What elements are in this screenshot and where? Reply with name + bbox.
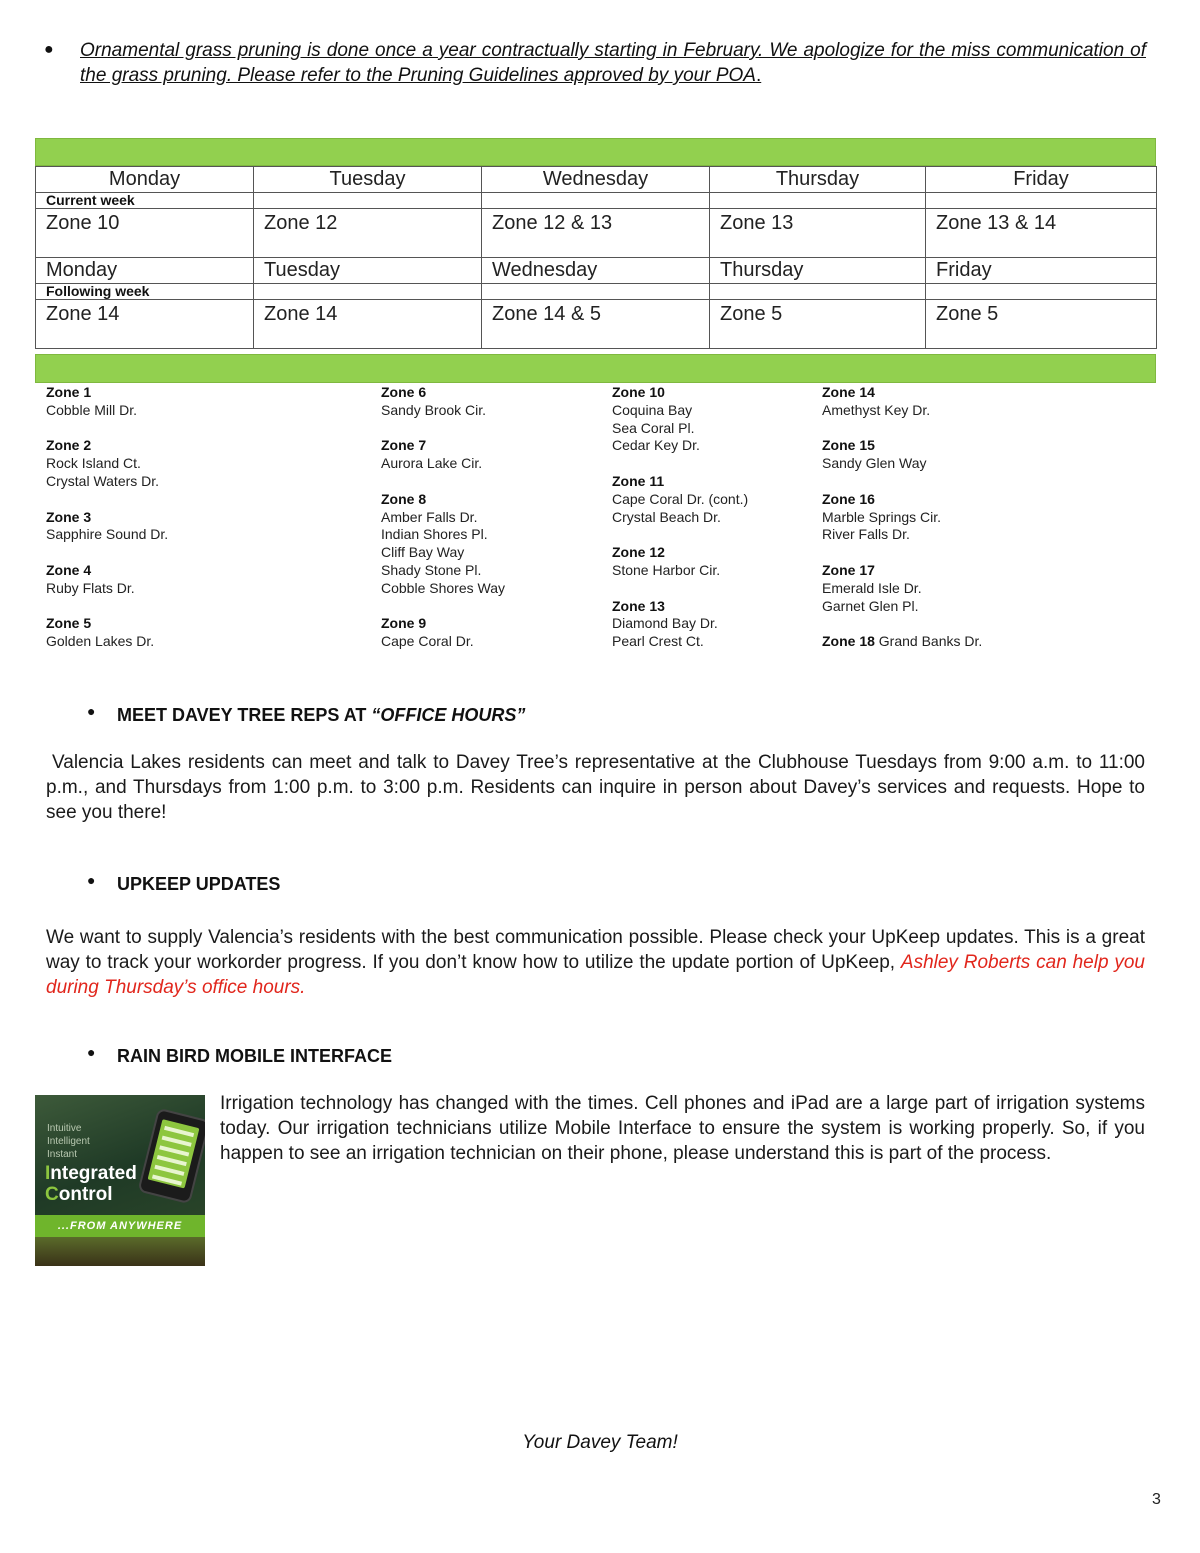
image-tagline-word: Instant — [47, 1149, 78, 1160]
zone-cell: Zone 14 & 5 — [482, 300, 710, 349]
rain-bird-integrated-control-image — [35, 1095, 205, 1266]
zone-street: Crystal Beach Dr. — [612, 508, 721, 525]
bullet-icon: ● — [87, 703, 96, 719]
pruning-notice-text: Ornamental grass pruning is done once a year contractually starting in February. We apologize for the miss communication of the grass pruning. Please refer to the Pruning Guidelines approved by your POA — [80, 40, 1146, 86]
zone-street: Pearl Crest Ct. — [612, 633, 704, 650]
zone-street: Cobble Shores Way — [381, 579, 505, 596]
upkeep-heading-text: UPKEEP UPDATES — [117, 874, 281, 894]
zone-street: River Falls Dr. — [822, 526, 910, 543]
empty-cell — [710, 284, 926, 300]
zone-street: Cedar Key Dr. — [612, 437, 700, 454]
zone-title: Zone 13 — [612, 597, 665, 614]
pruning-schedule-table — [35, 138, 1156, 383]
zone-street: Cliff Bay Way — [381, 544, 465, 561]
zone-cell: Zone 12 — [254, 209, 482, 258]
zone-street: Cape Coral Dr. (cont.) — [612, 490, 749, 507]
zone-cell: Zone 5 — [926, 300, 1157, 349]
upkeep-body — [46, 925, 1145, 1000]
zone-street: Garnet Glen Pl. — [822, 597, 919, 614]
day-cell: Thursday — [710, 167, 926, 193]
zone-cell: Zone 13 & 14 — [926, 209, 1157, 258]
rain-bird-heading-text: RAIN BIRD MOBILE INTERFACE — [117, 1046, 393, 1066]
zone-cell: Zone 5 — [710, 300, 926, 349]
day-cell: Monday — [36, 167, 254, 193]
zone-street: Amethyst Key Dr. — [822, 401, 931, 418]
zone-list-column-2 — [381, 384, 601, 651]
empty-cell — [254, 284, 482, 300]
empty-cell — [926, 193, 1157, 209]
pruning-notice — [40, 38, 1146, 88]
zone-title: Zone 6 — [381, 384, 427, 400]
zone-street: Cape Coral Dr. — [381, 633, 474, 650]
zone-list-column-4 — [822, 384, 1142, 651]
table-header-band — [35, 138, 1156, 166]
following-week-zones-row — [36, 300, 1157, 349]
zone-street: Ruby Flats Dr. — [46, 579, 135, 596]
zone-cell: Zone 14 — [36, 300, 254, 349]
empty-cell — [710, 193, 926, 209]
zone-title: Zone 7 — [381, 437, 427, 454]
zone-cell: Zone 10 — [36, 209, 254, 258]
image-banner — [35, 1215, 205, 1237]
empty-cell — [482, 193, 710, 209]
zone-street: Stone Harbor Cir. — [612, 561, 721, 578]
page-number: 3 — [1152, 1491, 1161, 1508]
zone-street: Sapphire Sound Dr. — [46, 526, 169, 543]
zone-title: Zone 14 — [822, 384, 875, 400]
zone-title: Zone 5 — [46, 615, 92, 632]
office-hours-heading — [87, 703, 526, 726]
zone-street: Sandy Brook Cir. — [381, 401, 487, 418]
zone-cell: Zone 12 & 13 — [482, 209, 710, 258]
day-cell: Friday — [926, 167, 1157, 193]
empty-cell — [254, 193, 482, 209]
image-grass-strip — [35, 1237, 205, 1266]
image-tagline-word: Intelligent — [47, 1136, 90, 1147]
zone-cell: Zone 14 — [254, 300, 482, 349]
zone-title: Zone 1 — [46, 384, 92, 400]
upkeep-highlight: Ashley Roberts can help you during Thursday’s office hours. — [46, 952, 1145, 998]
table-footer-band — [35, 354, 1156, 383]
zone-title: Zone 11 — [612, 472, 665, 489]
zone-cell: Zone 13 — [710, 209, 926, 258]
zone-street: Emerald Isle Dr. — [822, 579, 922, 596]
day-cell: Wednesday — [482, 258, 710, 284]
zone-street: Sea Coral Pl. — [612, 419, 695, 436]
empty-cell — [482, 284, 710, 300]
zone-title: Zone 4 — [46, 561, 92, 578]
office-hours-heading-emphasis: “OFFICE HOURS” — [371, 705, 526, 725]
zone-title: Zone 8 — [381, 490, 427, 507]
image-title-line-2: Control — [45, 1184, 113, 1205]
current-week-days-row — [36, 167, 1157, 193]
zone-street: Amber Falls Dr. — [381, 508, 478, 525]
zone-street: Aurora Lake Cir. — [381, 455, 483, 472]
bullet-icon: ● — [44, 41, 54, 58]
zone-title: Zone 3 — [46, 508, 92, 525]
zone-title: Zone 10 — [612, 384, 665, 400]
zone-street: Rock Island Ct. — [46, 455, 141, 472]
rain-bird-body: Irrigation technology has changed with the times. Cell phones and iPad are a large part of irrigation systems today. Our irrigation technicians utilize Mobile Interface to ensure the system is working properly. So, if you happen to see an irrigation technician on their phone, please understand this is part of the process. — [220, 1093, 1145, 1164]
day-cell: Wednesday — [482, 167, 710, 193]
day-cell: Tuesday — [254, 258, 482, 284]
pruning-notice-period: . — [755, 65, 762, 86]
empty-cell — [926, 284, 1157, 300]
day-cell: Tuesday — [254, 167, 482, 193]
image-title-line-1: Integrated — [45, 1163, 137, 1184]
smartphone-icon — [137, 1108, 205, 1205]
current-week-zones-row — [36, 209, 1157, 258]
upkeep-heading — [87, 872, 281, 895]
zone-street: Golden Lakes Dr. — [46, 633, 155, 650]
signoff: Your Davey Team! — [522, 1432, 678, 1453]
day-cell: Friday — [926, 258, 1157, 284]
zone-title: Zone 18 — [822, 633, 875, 650]
zone-title: Zone 16 — [822, 490, 875, 507]
zone-street: Sandy Glen Way — [822, 455, 927, 472]
bullet-icon: ● — [87, 872, 96, 888]
zone-street: Crystal Waters Dr. — [46, 472, 160, 489]
day-cell: Monday — [36, 258, 254, 284]
bullet-icon: ● — [87, 1044, 96, 1060]
zone-street: Indian Shores Pl. — [381, 526, 488, 543]
office-hours-heading-text: MEET DAVEY TREE REPS AT — [117, 705, 372, 725]
zone-list-column-3 — [612, 384, 812, 651]
current-week-label-row — [36, 193, 1157, 209]
following-week-days-row — [36, 258, 1157, 284]
office-hours-body: Valencia Lakes residents can meet and talk to Davey Tree’s representative at the Clubhouse Tuesdays from 9:00 a.m. to 11:00 p.m., and Thursdays from 1:00 p.m. to 3:00 p.m. Residents can inquire in person about Davey’s services and requests. Hope to see you there! — [46, 752, 1145, 823]
zone-list-column-1 — [46, 384, 366, 651]
zone-title: Zone 12 — [612, 544, 665, 561]
following-week-label: Following week — [36, 284, 254, 300]
day-cell: Thursday — [710, 258, 926, 284]
zone-street: Cobble Mill Dr. — [46, 401, 138, 418]
zone-title: Zone 17 — [822, 561, 875, 578]
upkeep-body-text: We want to supply Valencia’s residents with the best communication possible. Please check your UpKeep updates. This is a great way to track your workorder progress. If you don’t know how to utilize the update portion of UpKeep, — [46, 927, 1145, 973]
zone-street: Diamond Bay Dr. — [612, 615, 718, 632]
current-week-label: Current week — [36, 193, 254, 209]
zone-title: Zone 2 — [46, 437, 92, 454]
following-week-label-row — [36, 284, 1157, 300]
zone-street: Shady Stone Pl. — [381, 561, 482, 578]
zone-18-entry — [822, 633, 1142, 651]
zone-title: Zone 15 — [822, 437, 875, 454]
zone-title: Zone 9 — [381, 615, 427, 632]
image-banner-text: ...FROM ANYWHERE — [57, 1220, 183, 1232]
zone-street: Marble Springs Cir. — [822, 508, 942, 525]
image-tagline-word: Intuitive — [47, 1123, 82, 1134]
zone-street: Coquina Bay — [612, 401, 693, 418]
schedule-grid — [35, 166, 1157, 349]
rain-bird-heading — [87, 1044, 393, 1067]
zone-street: Grand Banks Dr. — [878, 633, 983, 650]
